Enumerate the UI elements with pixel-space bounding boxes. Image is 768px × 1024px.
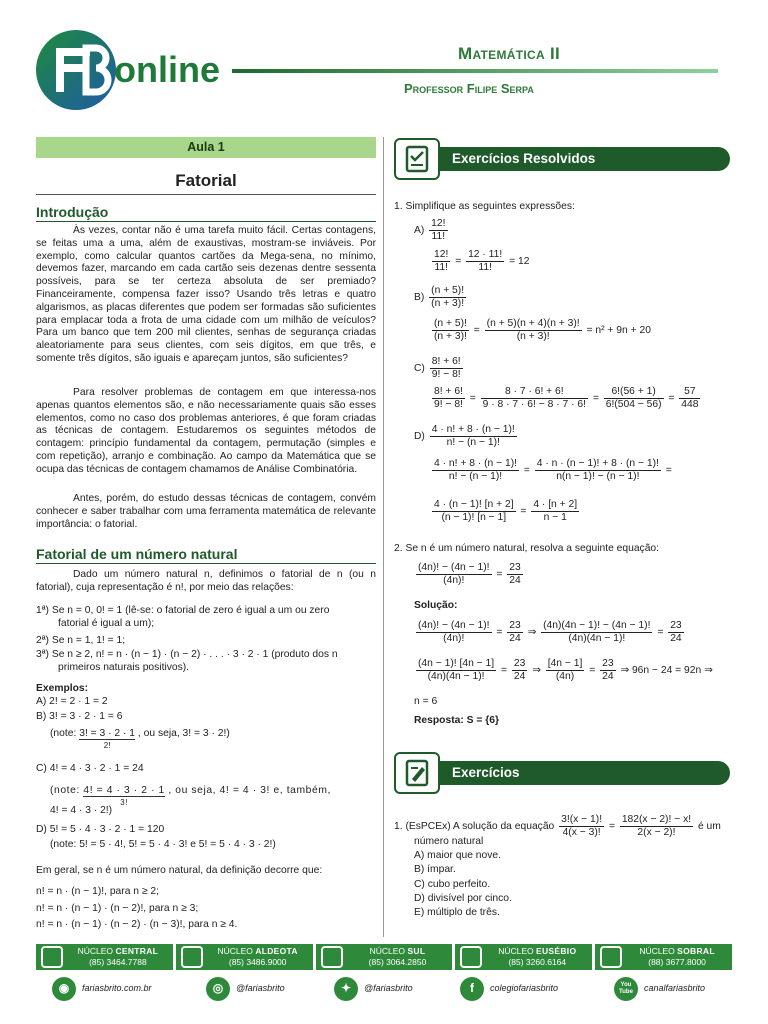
item-c-solution: $\frac{8! + 6!}{9! - 8!}$ = $\frac{8 \cdot 7 \cdot 6! + 6!}{9 \cdot 8 \cdot 7 \cdot 6! - 8 \cdot 7 \cdot 6!}$ = $\frac{6!(56 + 1)}{6!(504 - 56)}$ = $\frac{57}{448}$ [434,386,699,410]
factorial-rule [36,563,376,564]
item-b-solution: $\frac{(n + 5)!}{(n + 3)!}$ = $\frac{(n + 5)(n + 4)(n + 3)!}{(n + 3)!}$ = n² + 9n + 20 [434,318,651,342]
youtube-icon: You Tube [614,977,638,1001]
examples-label: Exemplos: [36,683,89,694]
brace-expression: 3! = 3 · 2 · 1 2! [79,728,136,750]
exercise-1-cont: número natural [414,836,484,847]
fb-logo-icon [600,946,622,968]
example-c-note-2: 4! = 4 · 3 · 2!) [50,805,113,816]
twitter-icon: ✦ [334,977,358,1001]
answer: Resposta: S = {6} [414,715,499,726]
instagram-icon: ◎ [206,977,230,1001]
example-b: B) 3! = 3 · 2 · 1 = 6 [36,711,123,722]
exercise-1: 1. (EsPCEx) A solução da equação $\frac{3!(x - 1)!}{4(x - 3)!}$ = $\frac{182(x - 2)! - x!}{2(x - 2)!}$ é um [394,814,721,838]
unit-central: NÚCLEO CENTRAL (85) 3464.7788 [36,944,173,970]
header-rule [232,69,718,73]
example-d-note: (note: 5! = 5 · 4!, 5! = 5 · 4 · 3! e 5! = 5 · 4 · 3 · 2!) [50,839,276,850]
subject-title: Matemática II [458,44,560,63]
fb-logo-icon [41,946,63,968]
example-c: C) 4! = 4 · 3 · 2 · 1 = 24 [36,763,144,774]
social-site[interactable]: ◉ fariasbrito.com.br [52,976,152,1002]
item-a-solution: $\frac{12!}{11!}$ = $\frac{12 \cdot 11!}{11!}$ = 12 [434,249,530,273]
intro-paragraph-3: Antes, porém, do estudo dessas técnicas de contagem, convém conhecer e saber trabalhar com uma ferramenta matemática de relevante importância: o fatorial. [36,493,376,530]
option-e: E) múltiplo de três. [414,907,500,918]
example-d: D) 5! = 5 · 4 · 3 · 2 · 1 = 120 [36,824,165,835]
rule-3-cont: primeiros naturais positivos). [58,662,190,673]
social-facebook[interactable]: f colegiofariasbrito [460,976,558,1002]
item-b: B) $\frac{(n + 5)!}{(n + 3)!}$ [414,285,465,309]
option-a: A) maior que nove. [414,850,501,861]
question-2-equation: $\frac{(4n)! - (4n - 1)!}{(4n)!}$ = $\frac{23}{24}$ [418,562,521,586]
option-c: C) cubo perfeito. [414,879,491,890]
facebook-icon: f [460,977,484,1001]
professor-name: Professor Filipe Serpa [404,81,534,96]
question-2: 2. Se n é um número natural, resolva a seguinte equação: [394,543,660,554]
solution-step-1: $\frac{(4n)! - (4n - 1)!}{(4n)!}$ = $\frac{23}{24}$ ⇒ $\frac{(4n)(4n - 1)! - (4n - 1)!}{(4n)(4n - 1)!}$ = $\frac{23}{24}$ [418,620,682,644]
rule-2: 2ª) Se n = 1, 1! = 1; [36,635,126,646]
solution-result: n = 6 [414,696,438,707]
rule-3: 3ª) Se n ≥ 2, n! = n · (n − 1) · (n − 2) · . . . · 3 · 2 · 1 (produto dos n [36,649,338,660]
fb-logo-icon [460,946,482,968]
social-twitter[interactable]: ✦ @fariasbrito [334,976,413,1002]
banner-exercises [394,752,730,794]
fb-logo-icon [321,946,343,968]
item-d-solution-2: $\frac{4 \cdot (n - 1)! [n + 2]}{(n - 1)! [n - 1]}$ = $\frac{4 \cdot [n + 2]}{n - 1}$ [434,499,578,523]
title-rule [36,194,376,195]
intro-heading: Introdução [36,204,109,220]
item-d-solution: $\frac{4 \cdot n! + 8 \cdot (n - 1)!}{n! - (n - 1)!}$ = $\frac{4 \cdot n \cdot (n - 1)! + 8 \cdot (n - 1)!}{n(n - 1)! - (n - 1)!}$ = [434,458,672,482]
note-tail: , ou seja, 4! = 4 · 3! e, também, [168,785,331,796]
banner-title: Exercícios [438,761,730,785]
item-d: D) $\frac{4 \cdot n! + 8 \cdot (n - 1)!}{n! - (n - 1)!}$ [414,424,515,448]
fb-logo-icon [181,946,203,968]
globe-icon: ◉ [52,977,76,1001]
solution-step-2: $\frac{(4n - 1)! [4n - 1]}{(4n)(4n - 1)!}$ = $\frac{23}{24}$ ⇒ $\frac{[4n - 1]}{(4n)}$ = $\frac{23}{24}$ ⇒ 96n − 24 = 92n ⇒ [418,658,713,682]
unit-sobral: NÚCLEO SOBRAL (88) 3677.8000 [595,944,732,970]
banner-solved-exercises [394,138,730,180]
logo-text: online [114,49,220,90]
example-b-note [50,727,392,750]
pencil-document-icon [394,752,440,794]
page-title: Fatorial [175,171,237,190]
intro-rule [36,221,376,222]
item-a: A) $\frac{12!}{11!}$ [414,218,446,242]
example-a: A) 2! = 2 · 1 = 2 [36,696,108,707]
checklist-icon [394,138,440,180]
footer-units [36,944,732,970]
general-3: n! = n · (n − 1) · (n − 2) · (n − 3)!, para n ≥ 4. [36,919,238,930]
rule-1-cont: fatorial é igual a um); [58,618,155,629]
note-open: (note: [50,785,80,796]
intro-paragraph-1: Às vezes, contar não é uma tarefa muito fácil. Certas contagens, se feitas uma a uma, além de exaustivas, mostram-se inviáveis. Por exemplo, como calcular quantos cartões da Mega-sena, no mínimo, devemos fazer, marcando em cada cartão seis dezenas dentre sessenta possíveis, para se ter certeza absoluta de ser premiado? Financeiramente, compensa fazer isso? Usando três letras e quatro algarismos, as placas diferentes que podem ser formadas são suficientes para emplacar toda a frota de uma cidade com um milhão de veículos? Para um banco que tem 200 mil clientes, senhas de segurança criadas aleatoriamente para seus clientes, com seis dígitos, em que três, e somente três dígitos, são iguais e apareçam juntos, são suficientes? [36,225,376,364]
rule-1: 1ª) Se n = 0, 0! = 1 (lê-se: o fatorial de zero é igual a um ou zero [36,605,330,616]
brace-expression: 4! = 4 · 3 · 2 · 1 3! [83,785,165,807]
note-tail: , ou seja, 3! = 3 · 2!) [137,728,230,739]
option-b: B) ímpar. [414,864,456,875]
item-c: C) $\frac{8! + 6!}{9! - 8!}$ [414,356,461,380]
factorial-paragraph: Dado um número natural n, definimos o fatorial de n (ou n fatorial), cuja representação é n!, por meio das relações: [36,569,376,593]
social-instagram[interactable]: ◎ @fariasbrito [206,976,285,1002]
example-c-note [50,784,392,807]
unit-sul: NÚCLEO SUL (85) 3064.2850 [316,944,453,970]
lesson-bar: Aula 1 [36,137,376,158]
question-1: 1. Simplifique as seguintes expressões: [394,201,575,212]
banner-title: Exercícios Resolvidos [438,147,730,171]
fb-online-logo [34,24,224,120]
solution-label: Solução: [414,600,458,611]
general-2: n! = n · (n − 1) · (n − 2)!, para n ≥ 3; [36,903,199,914]
unit-eusebio: NÚCLEO EUSÉBIO (85) 3260.6164 [455,944,592,970]
note-open: (note: [50,728,77,739]
social-youtube[interactable]: You Tube canalfariasbrito [614,976,705,1002]
general-statement: Em geral, se n é um número natural, da definição decorre que: [36,865,323,876]
intro-paragraph-2: Para resolver problemas de contagem em que interessa-nos apenas quantos elementos são, e não necessariamente quais são esses elementos, como no caso dos problemas anteriores, é que foram criadas as técnicas de contagem. Estudaremos os seguintes métodos de contagem: princípio fundamental da contagem, permutação (simples e com repetição), arranjo e combinação. Ao campo da Matemática que se ocupa das técnicas de contagem chamamos de Análise Combinatória. [36,387,376,475]
factorial-heading: Fatorial de um número natural [36,546,238,562]
option-d: D) divisível por cinco. [414,893,512,904]
general-1: n! = n · (n − 1)!, para n ≥ 2; [36,886,159,897]
column-divider [383,137,384,937]
unit-aldeota: NÚCLEO ALDEOTA (85) 3486.9000 [176,944,313,970]
